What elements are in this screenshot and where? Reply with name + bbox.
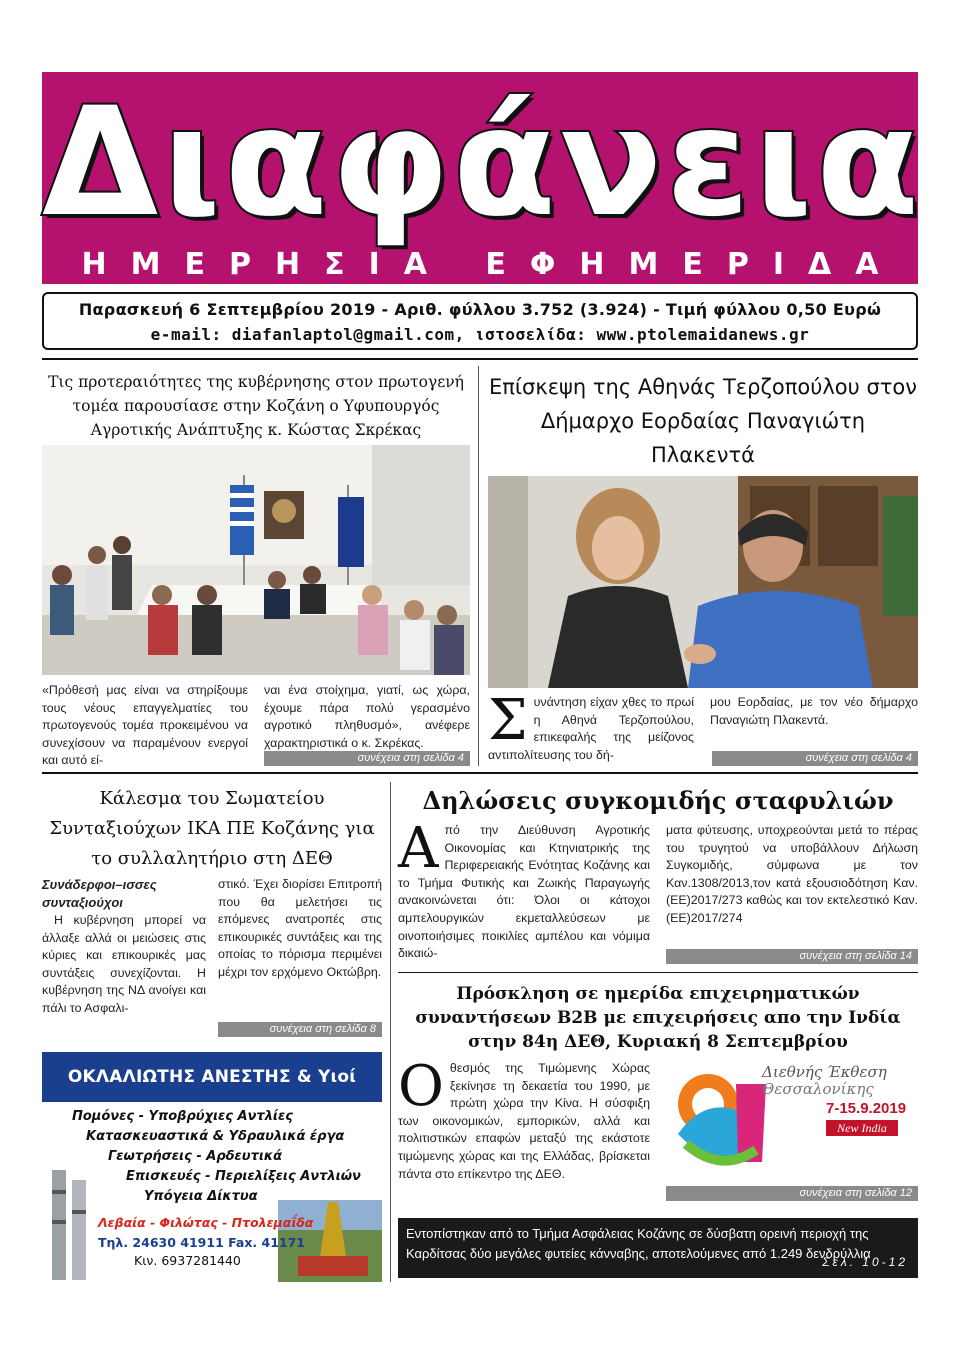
article2-col2: μου Εορδαίας, με τον νέο δήμαρχο Παναγιώτη Πλακεντά. <box>710 695 918 727</box>
ad-title: ΟΚΛΑΛΙΩΤΗΣ ΑΝΕΣΤΗΣ & Υιοί <box>42 1052 382 1102</box>
handshake-image <box>488 476 918 688</box>
article3-salutation: Συνάδερφοι–ισσες συνταξιούχοι <box>42 877 157 910</box>
article2-col1 <box>488 688 694 764</box>
article5-headline: Πρόσκληση σε ημερίδα επιχειρηματικών συναντήσεων B2B με επιχειρήσεις απο την Ινδία στην 84η ΔΕΘ, Κυριακή 8 Σεπτεμβρίου <box>415 984 901 1052</box>
article2-headline: Επίσκεψη της Αθηνάς Τερζοπούλου στον Δήμαρχο Εορδαίας Παναγιώτη Πλακεντά <box>489 375 917 467</box>
issue-contact: e-mail: diafanlaptol@gmail.com, ιστοσελίδα: www.ptolemaidanews.gr <box>150 325 810 344</box>
column-divider-top <box>478 366 479 766</box>
article3-col2: στικό. Έχει διορίσει Επιτροπή που θα μελετήσει τις επόμενες ανατροπές στις επικουρικές συντάξεις και της οποίας το πόρισμα περιμένει μέχρι τον ερχόμενο Οκτώβρη. <box>218 877 382 979</box>
fair-badge: New India <box>826 1120 898 1136</box>
fair-name-line1: Διεθνής Έκθεση <box>762 1063 887 1081</box>
ad-line-3: Γεωτρήσεις - Αρδευτικά <box>108 1149 283 1164</box>
newspaper-title: Διαφάνεια <box>42 76 924 250</box>
bottom-news-box <box>398 1218 918 1278</box>
article4-headline: Δηλώσεις συγκομιδής σταφυλιών <box>422 786 894 815</box>
article5-body-text: θεσμός της Τιμώμενης Χώρας ξεκίνησε τη δεκαετία του 1990, με πρώτη χώρα την Κίνα. Η σύσφιξη των οικονομικών, εμπορικών, αλλά και πολιτιστικών επαφών μεταξύ της εκάστοτε τιμώμενης χώρας και της Ελλάδας, βρίσκεται πάντα στο επίκεντρο της ΔΕΘ. <box>398 1061 650 1181</box>
fair-name-line2: Θεσσαλονίκης <box>762 1080 874 1098</box>
advertisement <box>42 1050 382 1282</box>
ad-locations: Λεβαία - Φιλώτας - Πτολεμαΐδα <box>98 1215 314 1230</box>
ad-mobile: Κιν. 6937281440 <box>134 1253 241 1268</box>
article2-continue[interactable]: συνέχεια στη σελίδα 4 <box>712 751 918 766</box>
article4-col1 <box>398 816 650 963</box>
pump-icon <box>42 1170 102 1282</box>
article3-continue[interactable]: συνέχεια στη σελίδα 8 <box>218 1022 382 1037</box>
article5-continue[interactable]: συνέχεια στη σελίδα 12 <box>666 1186 918 1201</box>
article4-col1-text: πό την Διεύθυνση Αγροτικής Οικονομίας και Κτηνιατρικής της Περιφερειακής Ενότητας Κοζάνης και το Τμήμα Φυτικής και Ζωικής Παραγωγής ανακοινώνεται ότι: Όλοι οι κάτοχοι αμπελουργικών εκμεταλλεύσεων με οινοποιήσιμες ποικιλίες αμπέλου και νόμιμα δικαιώ- <box>398 823 650 961</box>
article4-col2: ματα φύτευσης, υποχρεούνται μετά το πέρας του τρυγητού να υποβάλλουν Δήλωση Συγκομιδής, σύμφωνα με τον Καν.1308/2013,τον κατά εξουσιοδότηση Καν.(ΕΕ)2017/273 καθώς και τον εκτελεστικό Καν.(ΕΕ)2017/274 <box>666 823 918 925</box>
article5-body <box>398 1054 650 1183</box>
ad-line-4: Επισκευές - Περιελίξεις Αντλιών <box>126 1169 361 1184</box>
ad-phone: Τηλ. 24630 41911 Fax. 41171 <box>98 1235 306 1250</box>
top-divider <box>42 358 918 360</box>
ad-line-1: Πομόνες - Υποβρύχιες Αντλίες <box>72 1109 293 1124</box>
meeting-room-image <box>42 445 470 675</box>
bottom-news-page-ref[interactable]: Σελ. 10-12 <box>822 1255 908 1269</box>
article1-col1: «Πρόθεσή μας είναι να στηρίξουμε τους νέους επαγγελματίες του πρωτογενούς τομέα προκειμένου να συνεχίσουν να παραμένουν ενεργοί και αυτό εί- <box>42 683 248 768</box>
article4-dropcap: Α <box>398 816 439 881</box>
article3-col1: Η κυβέρνηση μπορεί να άλλαξε αλλά οι μειώσεις στις κύριες και επικουρικές μας συντάξεις συνεχίζονται. Η κυβέρνηση της ΝΔ ανοίγει και πάλι το Ασφαλι- <box>42 913 206 1015</box>
article1-headline: Τις προτεραιότητες της κυβέρνησης στον πρωτογενή τομέα παρουσίασε στην Κοζάνη ο Υφυπουργός Αγροτικής Ανάπτυξης κ. Κώστας Σκρέκας <box>48 373 464 439</box>
article2-col1-text: υνάντηση είχαν χθες το πρωί η Αθηνά Τερζοπούλου, επικεφαλής της μείζονος αντιπολίτευσης του δή- <box>488 695 694 762</box>
column-divider-bottom <box>390 782 391 1282</box>
article1-photo <box>42 445 470 675</box>
article3-headline: Κάλεσμα του Σωματείου Συνταξιούχων ΙΚΑ ΠΕ Κοζάνης για το συλλαλητήριο στη ΔΕΘ <box>49 788 375 869</box>
ad-line-5: Υπόγεια Δίκτυα <box>144 1189 258 1204</box>
article5-dropcap: Ο <box>398 1054 444 1119</box>
masthead <box>42 72 924 284</box>
article2-dropcap: Σ <box>488 688 528 753</box>
ad-line-2: Κατασκευαστικά & Υδραυλικά έργα <box>86 1129 345 1144</box>
newspaper-subtitle: ΗΜΕΡΗΣΙΑ ΕΦΗΜΕΡΙΔΑ <box>81 247 903 282</box>
bottom-news-text: Εντοπίστηκαν από το Τμήμα Ασφάλειας Κοζάνης σε δύσβατη ορεινή περιοχή της Καρδίτσας δύο μεγάλες φυτείες κάνναβης, αποτελούμενες από 1.249 δενδρύλλια <box>406 1226 871 1261</box>
article1-continue[interactable]: συνέχεια στη σελίδα 4 <box>264 751 470 766</box>
issue-date-price: Παρασκευή 6 Σεπτεμβρίου 2019 - Αριθ. φύλλου 3.752 (3.924) - Τιμή φύλλου 0,50 Ευρώ <box>78 300 882 319</box>
article5-divider <box>398 972 918 973</box>
middle-divider <box>42 772 918 774</box>
fair-dates: 7-15.9.2019 <box>826 1100 907 1117</box>
article1-col2: ναι ένα στοίχημα, γιατί, ως χώρα, έχουμε πάρα πολύ γερασμένο αγροτικό πληθυσμό», ανέφερε χαρακτηριστικά ο κ. Σκρέκας. <box>264 683 470 750</box>
thessaloniki-fair-logo <box>666 1054 918 1178</box>
issue-info-bar <box>42 292 918 350</box>
article2-photo <box>488 476 918 688</box>
article4-continue[interactable]: συνέχεια στη σελίδα 14 <box>666 949 918 964</box>
